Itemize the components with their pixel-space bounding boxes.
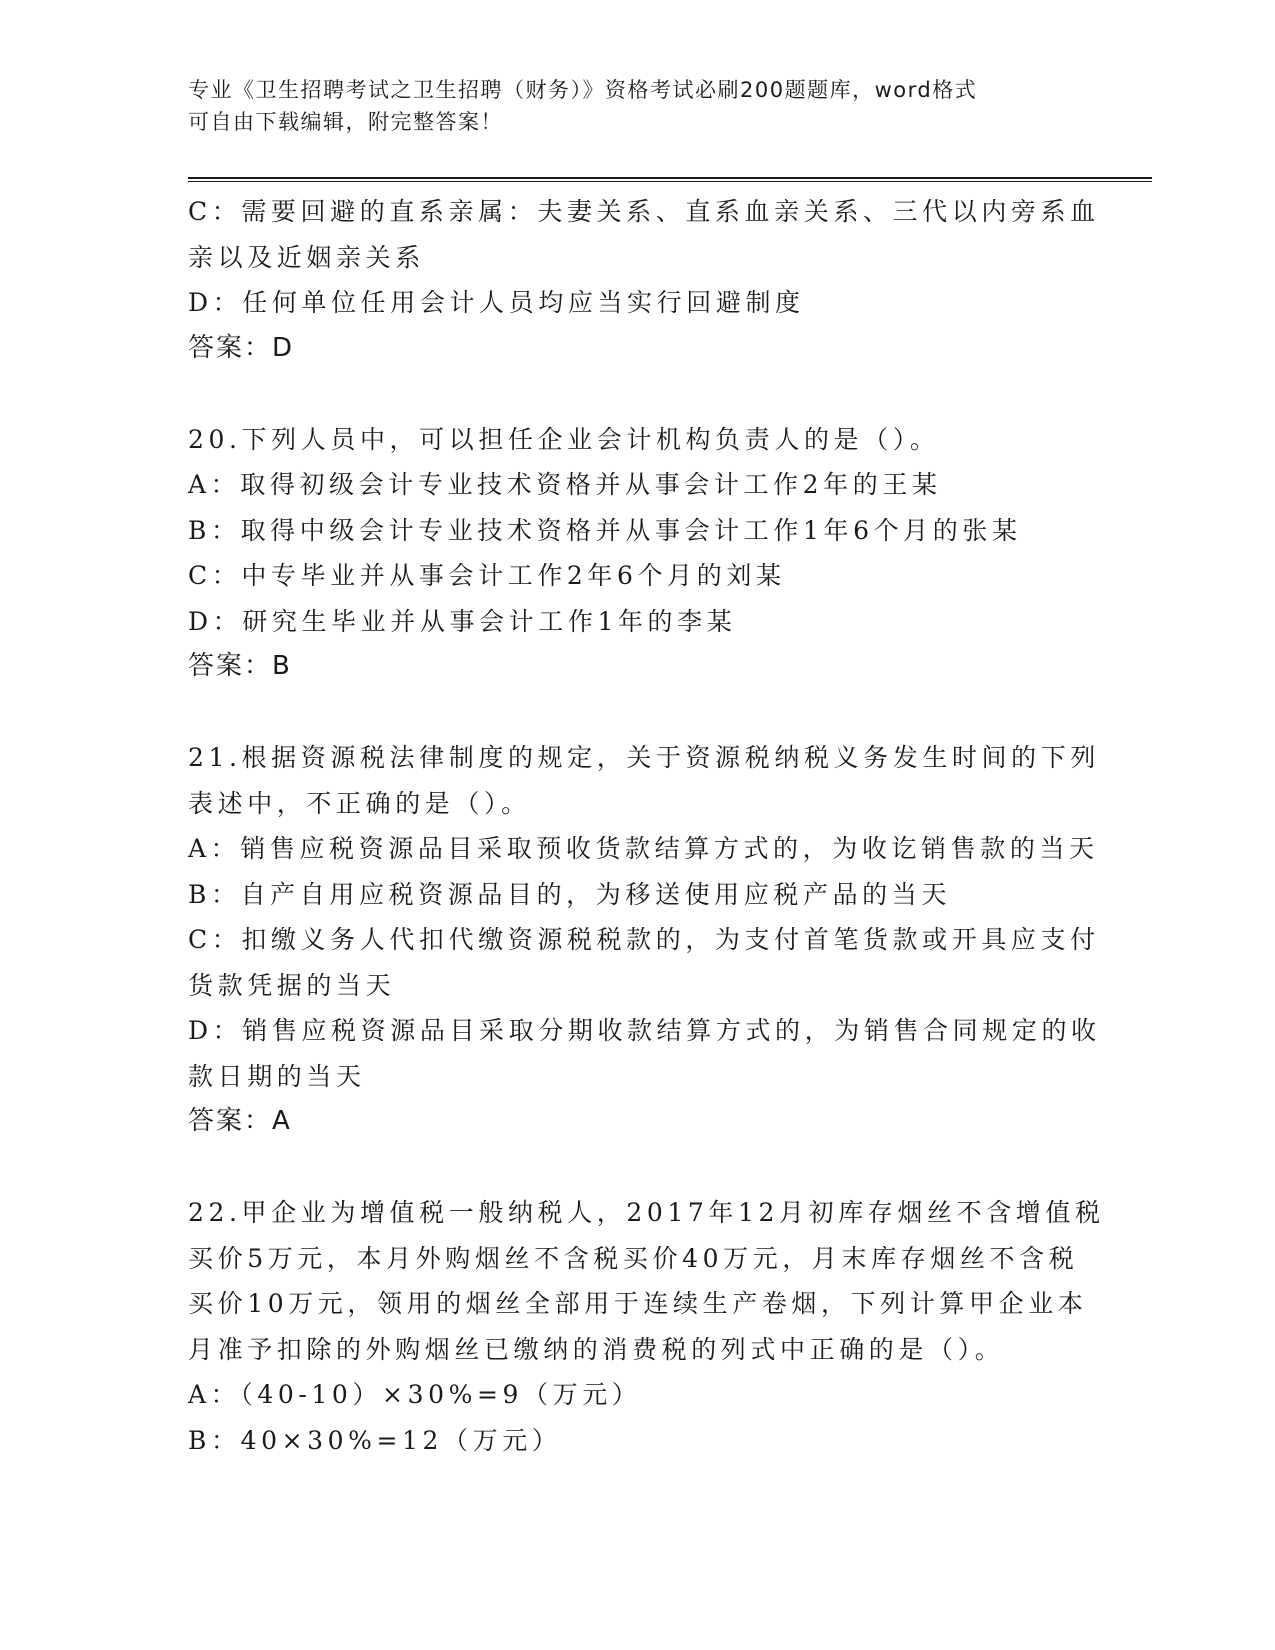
option-d: D：任何单位任用会计人员均应当实行回避制度: [188, 288, 805, 317]
option-a: A：（40-10）×30%=9（万元）: [188, 1380, 642, 1409]
option-b: B：40×30%=12（万元）: [188, 1425, 562, 1455]
question-stem-continued: 表述中，不正确的是（）。: [188, 788, 531, 818]
option-d: D：销售应税资源品目采取分期收款结算方式的，为销售合同规定的收: [188, 1016, 1101, 1045]
question-stem-continued: 买价5万元，本月外购烟丝不含税买价40万元，月末库存烟丝不含税: [188, 1243, 1079, 1273]
header-divider-thin: [188, 181, 1152, 182]
option-a: A：销售应税资源品目采取预收货款结算方式的，为收讫销售款的当天: [188, 834, 1099, 863]
option-c-continued: 亲以及近姻亲关系: [188, 242, 425, 272]
spacer: [188, 1145, 1078, 1191]
option-c: C：需要回避的直系亲属：夫妻关系、直系血亲关系、三代以内旁系血: [188, 197, 1100, 226]
header-title-line-1: 专业《卫生招聘考试之卫生招聘（财务）》资格考试必刷200题题库，word格式: [188, 78, 978, 102]
option-b: B：自产自用应税资源品目的，为移送使用应税产品的当天: [188, 879, 951, 909]
option-d-continued: 款日期的当天: [188, 1061, 366, 1091]
spacer: [188, 371, 1078, 417]
question-20: [188, 417, 1078, 690]
option-a: A：取得初级会计专业技术资格并从事会计工作2年的王某: [188, 470, 942, 499]
header-divider-thick: [188, 177, 1152, 179]
header-title-line-2: 可自由下载编辑，附完整答案！: [188, 110, 503, 134]
answer: 答案：D: [188, 332, 295, 363]
option-b: B：取得中级会计专业技术资格并从事会计工作1年6个月的张某: [188, 515, 1022, 545]
question-19: [188, 189, 1100, 371]
option-c: C：扣缴义务人代扣代缴资源税税款的，为支付首笔货款或开具应支付: [188, 925, 1100, 954]
question-stem-continued: 月准予扣除的外购烟丝已缴纳的消费税的列式中正确的是（）。: [188, 1334, 1005, 1364]
question-stem: 20.下列人员中，可以担任企业会计机构负责人的是（）。: [188, 424, 940, 454]
option-c: C：中专毕业并从事会计工作2年6个月的刘某: [188, 561, 786, 590]
answer: 答案：A: [188, 1106, 292, 1136]
question-list: [188, 189, 1105, 1463]
question-stem: 22.甲企业为增值税一般纳税人，2017年12月初库存烟丝不含增值税: [188, 1198, 1105, 1227]
answer: 答案：B: [188, 651, 292, 681]
question-21: [188, 735, 1101, 1145]
spacer: [188, 690, 1078, 736]
option-c-continued: 货款凭据的当天: [188, 970, 396, 1000]
question-22: [188, 1190, 1105, 1463]
question-stem: 21.根据资源税法律制度的规定，关于资源税纳税义务发生时间的下列: [188, 743, 1100, 772]
question-stem-continued: 买价10万元，领用的烟丝全部用于连续生产卷烟，下列计算甲企业本: [188, 1289, 1088, 1318]
document-header: [188, 74, 1088, 138]
option-d: D：研究生毕业并从事会计工作1年的李某: [188, 606, 737, 636]
header-divider: [188, 177, 1152, 183]
